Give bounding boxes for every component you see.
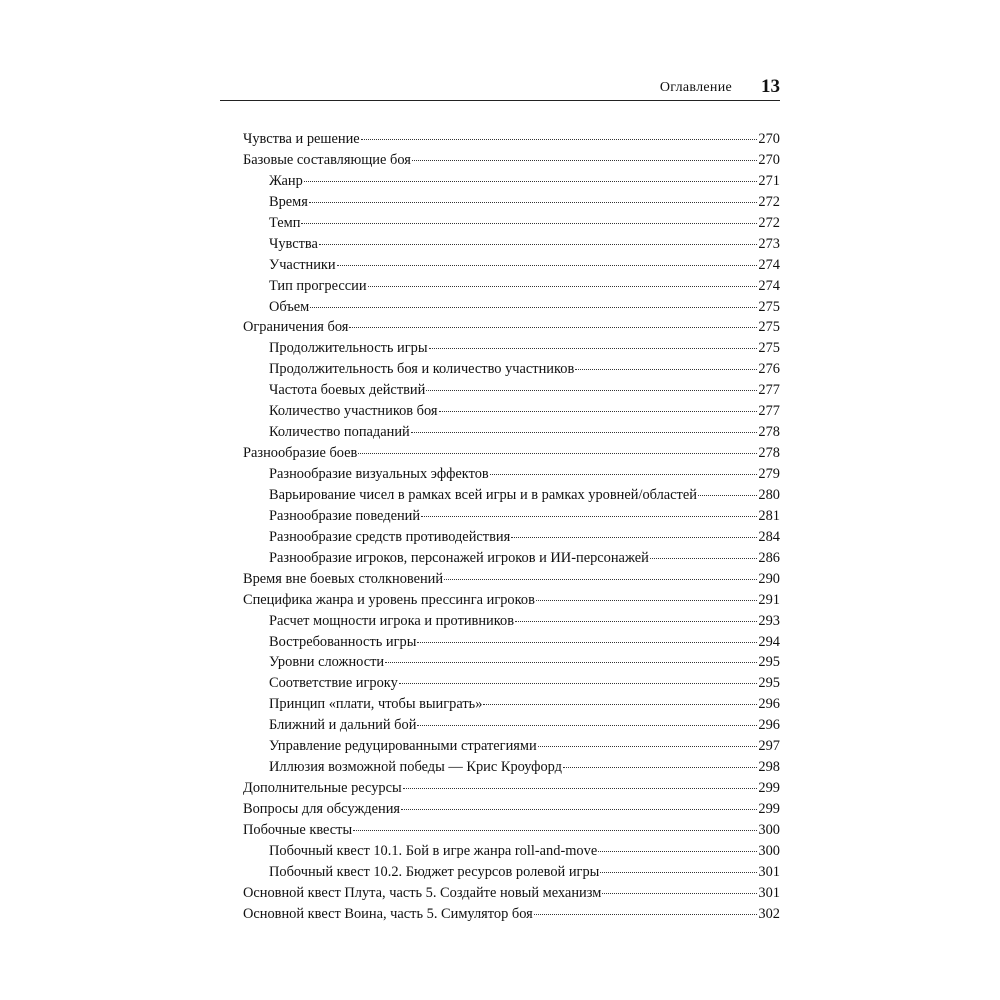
toc-entry-title: Темп xyxy=(269,214,301,231)
toc-entry-page: 271 xyxy=(758,172,780,189)
toc-entry-title: Продолжительность боя и количество участников xyxy=(269,361,575,378)
dot-leader xyxy=(349,327,757,328)
toc-entry-title: Чувства и решение xyxy=(243,131,360,147)
toc-entry-page: 277 xyxy=(758,382,780,399)
toc-section-entry xyxy=(243,129,780,150)
dot-leader xyxy=(411,432,758,433)
toc-entry-page: 295 xyxy=(758,654,780,671)
toc-entry-title: Расчет мощности игрока и противников xyxy=(269,612,515,629)
toc-section-entry xyxy=(243,590,780,611)
toc-entry-page: 281 xyxy=(758,507,780,524)
dot-leader xyxy=(602,893,757,894)
dot-leader xyxy=(563,767,757,768)
toc-entry-title: Специфика жанра и уровень прессинга игроков xyxy=(243,591,535,608)
dot-leader xyxy=(538,746,758,747)
toc-entry-title: Дополнительные ресурсы xyxy=(243,780,402,797)
dot-leader xyxy=(319,244,757,245)
toc-entry-title: Разнообразие поведений xyxy=(269,507,421,524)
toc-section-entry xyxy=(243,150,780,171)
dot-leader xyxy=(361,139,758,140)
toc-entry-title: Разнообразие боев xyxy=(243,445,358,462)
toc-entry-title: Уровни сложности xyxy=(269,654,385,671)
toc-subsection-entry xyxy=(243,527,780,548)
toc-entry-page: 280 xyxy=(758,486,780,503)
toc-entry-title: Ограничения боя xyxy=(243,319,349,336)
page-number: 13 xyxy=(761,76,780,97)
toc-entry-title: Жанр xyxy=(269,172,303,189)
toc-entry-title: Разнообразие игроков, персонажей игроков и ИИ-персонажей xyxy=(269,549,649,566)
dot-leader xyxy=(534,914,758,915)
toc-entry-page: 290 xyxy=(758,570,780,587)
table-of-contents xyxy=(243,129,780,925)
dot-leader xyxy=(417,725,757,726)
toc-entry-page: 276 xyxy=(758,361,780,378)
toc-entry-title: Управление редуцированными стратегиями xyxy=(269,738,537,755)
toc-entry-page: 286 xyxy=(758,549,780,566)
toc-subsection-entry xyxy=(243,611,780,632)
toc-entry-title: Побочный квест 10.2. Бюджет ресурсов ролевой игры xyxy=(269,863,600,880)
toc-entry-title: Соответствие игроку xyxy=(269,675,398,692)
toc-entry-page: 270 xyxy=(758,131,780,147)
toc-section-entry xyxy=(243,778,780,799)
toc-entry-title: Основной квест Воина, часть 5. Симулятор боя xyxy=(243,905,533,922)
dot-leader xyxy=(368,286,758,287)
toc-subsection-entry xyxy=(243,757,780,778)
toc-subsection-entry xyxy=(243,338,780,359)
dot-leader xyxy=(444,579,757,580)
toc-entry-page: 296 xyxy=(758,696,780,713)
toc-entry-title: Участники xyxy=(269,256,336,273)
toc-entry-title: Продолжительность игры xyxy=(269,340,428,357)
toc-entry-page: 300 xyxy=(758,821,780,838)
toc-entry-page: 272 xyxy=(758,214,780,231)
toc-entry-page: 284 xyxy=(758,528,780,545)
dot-leader xyxy=(426,390,757,391)
toc-entry-title: Объем xyxy=(269,298,310,315)
dot-leader xyxy=(353,830,757,831)
toc-entry-page: 273 xyxy=(758,235,780,252)
toc-entry-page: 275 xyxy=(758,340,780,357)
toc-section-entry xyxy=(243,317,780,338)
toc-entry-page: 274 xyxy=(758,256,780,273)
toc-entry-page: 297 xyxy=(758,738,780,755)
toc-entry-title: Время вне боевых столкновений xyxy=(243,570,444,587)
toc-subsection-entry xyxy=(243,736,780,757)
toc-entry-title: Вопросы для обсуждения xyxy=(243,801,401,817)
toc-entry-page: 272 xyxy=(758,193,780,210)
toc-subsection-entry xyxy=(243,213,780,234)
header-title: Оглавление xyxy=(659,80,732,95)
toc-entry-page: 295 xyxy=(758,675,780,692)
toc-entry-title: Количество попаданий xyxy=(269,424,410,441)
toc-section-entry xyxy=(243,904,780,925)
toc-subsection-entry xyxy=(243,464,780,485)
dot-leader xyxy=(358,453,757,454)
dot-leader xyxy=(401,809,757,810)
dot-leader xyxy=(439,411,758,412)
toc-section-entry xyxy=(243,883,780,904)
toc-entry-page: 278 xyxy=(758,445,780,462)
toc-entry-page: 278 xyxy=(758,424,780,441)
toc-subsection-entry xyxy=(243,506,780,527)
toc-entry-title: Чувства xyxy=(269,235,318,252)
toc-subsection-entry xyxy=(243,548,780,569)
toc-entry-page: 302 xyxy=(758,905,780,922)
dot-leader xyxy=(575,369,757,370)
toc-entry-page: 299 xyxy=(758,801,780,817)
toc-entry-title: Ближний и дальний бой xyxy=(269,717,417,734)
toc-subsection-entry xyxy=(243,255,780,276)
toc-subsection-entry xyxy=(243,276,780,297)
dot-leader xyxy=(536,600,758,601)
toc-entry-title: Побочный квест 10.1. Бой в игре жанра roll-and-move xyxy=(269,842,598,859)
dot-leader xyxy=(600,872,757,873)
toc-entry-title: Побочные квесты xyxy=(243,821,353,838)
dot-leader xyxy=(511,537,757,538)
toc-subsection-entry xyxy=(243,234,780,255)
toc-entry-page: 270 xyxy=(758,151,780,168)
toc-entry-page: 291 xyxy=(758,591,780,608)
toc-entry-page: 301 xyxy=(758,884,780,901)
toc-subsection-entry xyxy=(243,862,780,883)
toc-entry-page: 294 xyxy=(758,633,780,650)
dot-leader xyxy=(515,621,757,622)
dot-leader xyxy=(421,516,757,517)
toc-section-entry xyxy=(243,820,780,841)
toc-entry-title: Принцип «плати, чтобы выиграть» xyxy=(269,696,483,713)
running-header xyxy=(220,76,780,101)
dot-leader xyxy=(598,851,757,852)
dot-leader xyxy=(698,495,757,496)
dot-leader xyxy=(483,704,757,705)
toc-subsection-entry xyxy=(243,694,780,715)
dot-leader xyxy=(417,642,757,643)
toc-subsection-entry xyxy=(243,359,780,380)
toc-entry-page: 300 xyxy=(758,842,780,859)
toc-subsection-entry xyxy=(243,715,780,736)
toc-entry-title: Разнообразие визуальных эффектов xyxy=(269,466,489,482)
toc-entry-page: 296 xyxy=(758,717,780,734)
toc-entry-title: Варьирование чисел в рамках всей игры и в рамках уровней/областей xyxy=(269,486,697,503)
dot-leader xyxy=(301,223,757,224)
toc-entry-page: 293 xyxy=(758,612,780,629)
toc-subsection-entry xyxy=(243,401,780,422)
toc-section-entry xyxy=(243,569,780,590)
toc-entry-title: Разнообразие средств противодействия xyxy=(269,528,511,545)
toc-subsection-entry xyxy=(243,422,780,443)
dot-leader xyxy=(403,788,758,789)
dot-leader xyxy=(310,307,757,308)
toc-entry-title: Востребованность игры xyxy=(269,633,417,650)
toc-entry-title: Время xyxy=(269,193,308,210)
dot-leader xyxy=(399,683,758,684)
toc-subsection-entry xyxy=(243,192,780,213)
toc-entry-title: Количество участников боя xyxy=(269,403,438,420)
toc-entry-page: 277 xyxy=(758,403,780,420)
toc-entry-page: 301 xyxy=(758,863,780,880)
toc-entry-title: Частота боевых действий xyxy=(269,382,426,399)
toc-subsection-entry xyxy=(243,297,780,318)
toc-entry-title: Иллюзия возможной победы — Крис Кроуфорд xyxy=(269,759,562,776)
dot-leader xyxy=(412,160,758,161)
toc-subsection-entry xyxy=(243,485,780,506)
toc-entry-page: 275 xyxy=(758,298,780,315)
toc-subsection-entry xyxy=(243,841,780,862)
toc-entry-title: Базовые составляющие боя xyxy=(243,151,411,168)
toc-section-entry xyxy=(243,443,780,464)
dot-leader xyxy=(309,202,757,203)
dot-leader xyxy=(429,348,758,349)
toc-subsection-entry xyxy=(243,652,780,673)
toc-entry-page: 279 xyxy=(758,466,780,482)
toc-section-entry xyxy=(243,799,780,820)
dot-leader xyxy=(490,474,758,475)
toc-entry-page: 298 xyxy=(758,759,780,776)
toc-subsection-entry xyxy=(243,673,780,694)
toc-entry-title: Основной квест Плута, часть 5. Создайте новый механизм xyxy=(243,884,602,901)
toc-entry-page: 274 xyxy=(758,277,780,294)
toc-entry-page: 275 xyxy=(758,319,780,336)
toc-entry-title: Тип прогрессии xyxy=(269,277,367,294)
toc-subsection-entry xyxy=(243,632,780,653)
dot-leader xyxy=(650,558,758,559)
toc-entry-page: 299 xyxy=(758,780,780,797)
toc-subsection-entry xyxy=(243,171,780,192)
toc-subsection-entry xyxy=(243,380,780,401)
dot-leader xyxy=(304,181,758,182)
dot-leader xyxy=(385,662,757,663)
dot-leader xyxy=(337,265,758,266)
